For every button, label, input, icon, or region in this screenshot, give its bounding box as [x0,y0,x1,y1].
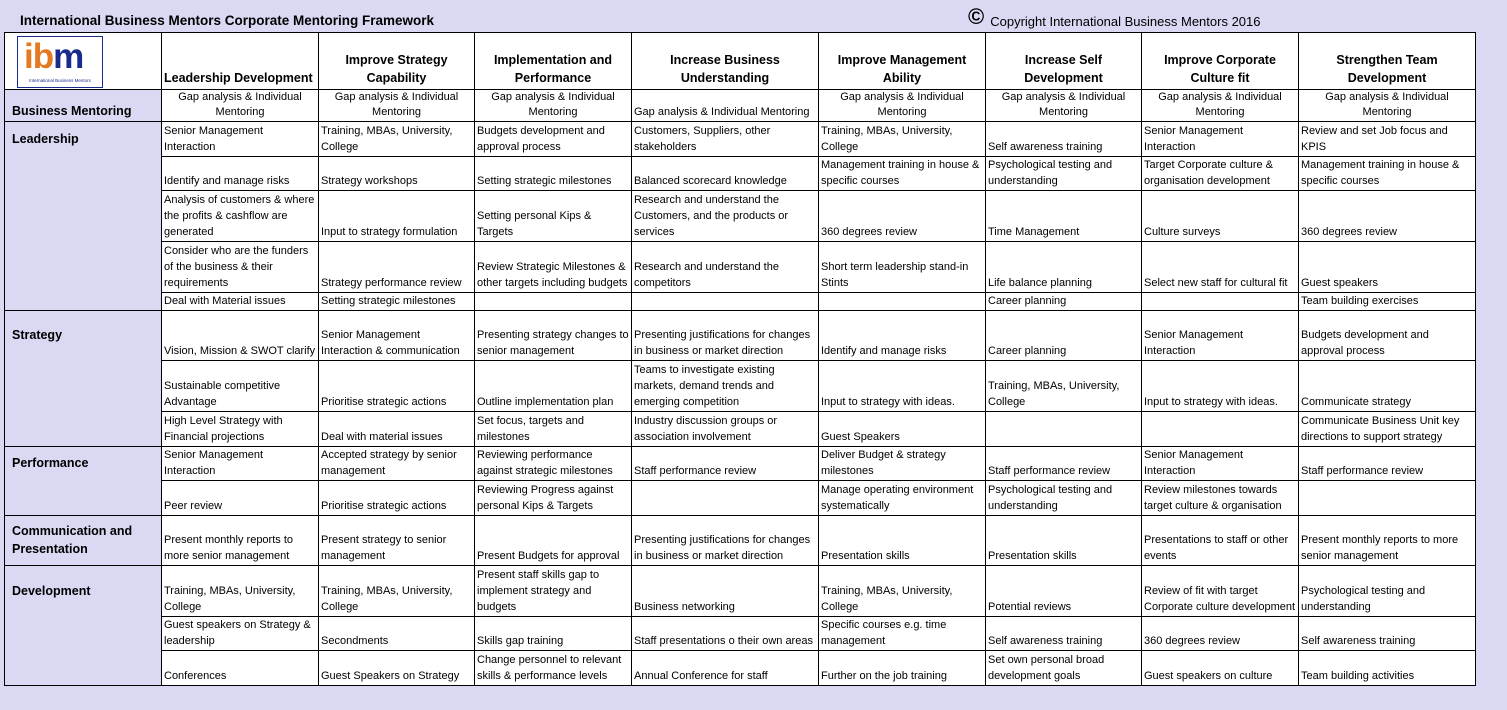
column-header: Strengthen Team Development [1299,33,1476,90]
table-cell [986,412,1142,446]
table-row [5,651,1476,686]
table-cell: Career planning [986,292,1142,310]
column-header: Increase Business Understanding [632,33,819,90]
row-header-cell [5,412,162,446]
table-cell: Training, MBAs, University, College [819,566,986,617]
table-cell: Prioritise strategic actions [319,481,475,515]
table-cell: Presenting strategy changes to senior management [475,310,632,361]
table-cell: Balanced scorecard knowledge [632,156,819,190]
table-cell: Peer review [162,481,319,515]
table-cell: Gap analysis & Individual Mentoring [1142,89,1299,121]
table-cell: Strategy workshops [319,156,475,190]
table-row [5,515,1476,566]
row-header-cell [5,292,162,310]
table-cell: Communicate Business Unit key directions to support strategy [1299,412,1476,446]
table-cell: Present monthly reports to more senior management [1299,515,1476,566]
table-cell: Senior Management Interaction [162,446,319,480]
table-cell: Training, MBAs, University, College [319,122,475,156]
table-cell: Psychological testing and understanding [986,481,1142,515]
table-cell: Budgets development and approval process [1299,310,1476,361]
row-header-business-mentoring: Business Mentoring [5,89,162,121]
table-cell: Annual Conference for staff [632,651,819,686]
table-cell: Outline implementation plan [475,361,632,412]
row-header-performance: Performance [5,446,162,480]
table-cell: Change personnel to relevant skills & performance levels [475,651,632,686]
table-cell: Set focus, targets and milestones [475,412,632,446]
table-cell: Psychological testing and understanding [1299,566,1476,617]
column-header: Improve Strategy Capability [319,33,475,90]
row-header-cell [5,191,162,242]
row-header-cell [5,156,162,190]
row-header-cell [5,651,162,686]
table-cell: Training, MBAs, University, College [319,566,475,617]
table-cell: Review of fit with target Corporate culture development [1142,566,1299,617]
table-cell: Life balance planning [986,241,1142,292]
table-row [5,241,1476,292]
table-row [5,616,1476,650]
table-cell: Guest Speakers [819,412,986,446]
table-cell: Presenting justifications for changes in business or market direction [632,310,819,361]
table-cell: Setting strategic milestones [319,292,475,310]
table-cell: 360 degrees review [1142,616,1299,650]
table-cell: Potential reviews [986,566,1142,617]
table-cell: Guest speakers on culture [1142,651,1299,686]
table-cell: Target Corporate culture & organisation development [1142,156,1299,190]
table-cell: Present Budgets for approval [475,515,632,566]
table-cell: Prioritise strategic actions [319,361,475,412]
table-cell: Setting strategic milestones [475,156,632,190]
table-cell: Input to strategy with ideas. [1142,361,1299,412]
table-cell: Time Management [986,191,1142,242]
table-cell [475,292,632,310]
table-cell: Present monthly reports to more senior management [162,515,319,566]
row-header-strategy: Strategy [5,310,162,361]
logo-wordmark [24,37,83,77]
table-row [5,412,1476,446]
table-cell: Select new staff for cultural fit [1142,241,1299,292]
table-cell: Specific courses e.g. time management [819,616,986,650]
row-header-development: Development [5,566,162,617]
table-cell: 360 degrees review [1299,191,1476,242]
table-cell: 360 degrees review [819,191,986,242]
title-bar [0,0,1507,32]
table-cell [1142,412,1299,446]
table-cell [1142,292,1299,310]
table-cell [632,292,819,310]
table-cell: Self awareness training [1299,616,1476,650]
table-row [5,292,1476,310]
table-cell: Sustainable competitive Advantage [162,361,319,412]
table-cell: Reviewing Progress against personal Kips & Targets [475,481,632,515]
mentoring-framework-table [4,32,1476,686]
table-cell: Staff performance review [986,446,1142,480]
table-cell: Senior Management Interaction [162,122,319,156]
copyright-text: Copyright International Business Mentors 2016 [990,13,1261,29]
table-cell [819,292,986,310]
table-cell: Budgets development and approval process [475,122,632,156]
column-header: Improve Corporate Culture fit [1142,33,1299,90]
header-row [5,33,1476,90]
table-cell: Staff performance review [1299,446,1476,480]
table-cell: Gap analysis & Individual Mentoring [819,89,986,121]
table-row [5,191,1476,242]
table-cell: Review and set Job focus and KPIS [1299,122,1476,156]
table-cell: Psychological testing and understanding [986,156,1142,190]
table-row [5,566,1476,617]
page-title: International Business Mentors Corporate Mentoring Framework [20,13,435,28]
table-cell: Identify and manage risks [819,310,986,361]
table-cell: Customers, Suppliers, other stakeholders [632,122,819,156]
table-cell: Guest speakers on Strategy & leadership [162,616,319,650]
logo-wordmark-ib: ib [24,37,54,76]
table-cell: Management training in house & specific courses [1299,156,1476,190]
table-cell: Culture surveys [1142,191,1299,242]
table-cell: Conferences [162,651,319,686]
table-cell: Setting personal Kips & Targets [475,191,632,242]
logo-wordmark-m: m [53,37,84,76]
table-cell: Identify and manage risks [162,156,319,190]
table-cell: Deal with material issues [319,412,475,446]
table-row [5,122,1476,156]
table-cell: Self awareness training [986,616,1142,650]
table-cell: Review Strategic Milestones & other targets including budgets [475,241,632,292]
table-cell: Set own personal broad development goals [986,651,1142,686]
table-cell: Analysis of customers & where the profits & cashflow are generated [162,191,319,242]
table-cell: Gap analysis & Individual Mentoring [1299,89,1476,121]
table-row [5,361,1476,412]
table-cell: Senior Management Interaction & communication [319,310,475,361]
table-cell: High Level Strategy with Financial projections [162,412,319,446]
table-cell: Manage operating environment systematically [819,481,986,515]
table-cell: Gap analysis & Individual Mentoring [162,89,319,121]
table-cell: Consider who are the funders of the business & their requirements [162,241,319,292]
table-cell: Gap analysis & Individual Mentoring [632,89,819,121]
table-cell: Gap analysis & Individual Mentoring [319,89,475,121]
table-cell: Team building exercises [1299,292,1476,310]
table-cell: Presenting justifications for changes in business or market direction [632,515,819,566]
table-cell: Guest Speakers on Strategy [319,651,475,686]
copyright-icon: © [968,4,985,29]
table-cell: Research and understand the competitors [632,241,819,292]
table-cell: Staff performance review [632,446,819,480]
table-cell: Gap analysis & Individual Mentoring [986,89,1142,121]
row-header-cell [5,481,162,515]
table-cell: Guest speakers [1299,241,1476,292]
table-cell: Deliver Budget & strategy milestones [819,446,986,480]
table-row [5,446,1476,480]
table-cell: Business networking [632,566,819,617]
table-cell: Teams to investigate existing markets, demand trends and emerging competition [632,361,819,412]
table-cell: Management training in house & specific courses [819,156,986,190]
table-cell: Staff presentations o their own areas [632,616,819,650]
table-cell [1299,481,1476,515]
row-header-communication-and-presentation: Communication and Presentation [5,515,162,566]
table-cell: Self awareness training [986,122,1142,156]
table-cell: Career planning [986,310,1142,361]
row-header-leadership: Leadership [5,122,162,156]
table-row [5,481,1476,515]
table-cell: Input to strategy with ideas. [819,361,986,412]
table-cell: Presentation skills [986,515,1142,566]
table-cell: Gap analysis & Individual Mentoring [475,89,632,121]
table-cell: Training, MBAs, University, College [819,122,986,156]
table-cell: Presentations to staff or other events [1142,515,1299,566]
table-cell: Review milestones towards target culture & organisation [1142,481,1299,515]
table-cell: Accepted strategy by senior management [319,446,475,480]
copyright-notice [968,4,1261,29]
table-cell: Industry discussion groups or association involvement [632,412,819,446]
table-cell: Input to strategy formulation [319,191,475,242]
table-cell: Senior Management Interaction [1142,446,1299,480]
table-cell: Communicate strategy [1299,361,1476,412]
table-cell: Deal with Material issues [162,292,319,310]
table-cell: Present staff skills gap to implement strategy and budgets [475,566,632,617]
row-header-cell [5,241,162,292]
table-cell [632,481,819,515]
logo-tagline: International Business Mentors [29,78,91,83]
business-mentoring-row [5,89,1476,121]
table-cell: Training, MBAs, University, College [986,361,1142,412]
table-cell: Presentation skills [819,515,986,566]
logo-cell [5,33,162,90]
table-cell: Senior Management Interaction [1142,310,1299,361]
table-cell: Senior Management Interaction [1142,122,1299,156]
column-header: Leadership Development [162,33,319,90]
table-cell: Training, MBAs, University, College [162,566,319,617]
table-row [5,156,1476,190]
table-cell: Short term leadership stand-in Stints [819,241,986,292]
table-cell: Team building activities [1299,651,1476,686]
table-cell: Reviewing performance against strategic milestones [475,446,632,480]
table-cell: Secondments [319,616,475,650]
table-cell: Skills gap training [475,616,632,650]
table-cell: Strategy performance review [319,241,475,292]
column-header: Improve Management Ability [819,33,986,90]
table-cell: Research and understand the Customers, and the products or services [632,191,819,242]
table-cell: Vision, Mission & SWOT clarify [162,310,319,361]
column-header: Increase Self Development [986,33,1142,90]
ibm-logo [17,36,103,88]
table-cell: Present strategy to senior management [319,515,475,566]
column-header: Implementation and Performance [475,33,632,90]
table-row [5,310,1476,361]
table-cell: Further on the job training [819,651,986,686]
row-header-cell [5,361,162,412]
row-header-cell [5,616,162,650]
